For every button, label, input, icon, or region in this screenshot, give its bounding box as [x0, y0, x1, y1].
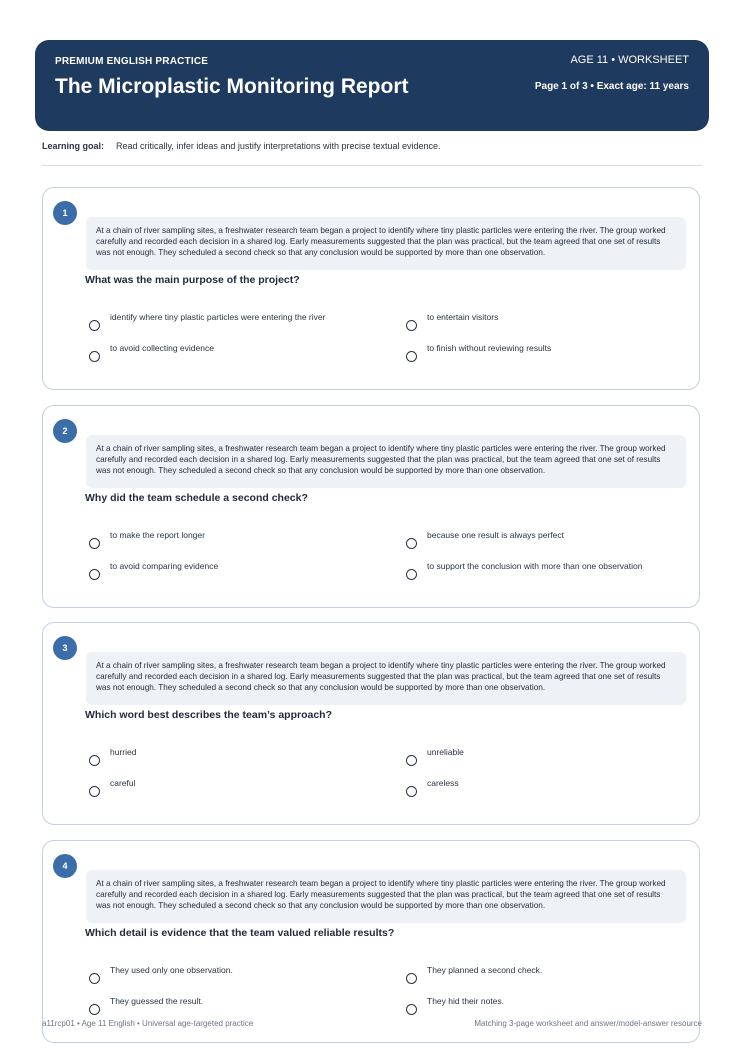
answer-option[interactable] [89, 530, 389, 553]
radio-button[interactable] [406, 538, 417, 549]
question-number-badge: 2 [53, 419, 77, 443]
answer-option[interactable] [89, 747, 389, 770]
learning-goal [42, 141, 441, 151]
reading-passage: At a chain of river sampling sites, a freshwater research team began a project to identify where tiny plastic particles were entering the river. The group worked carefully and recorded each decision in a shared log. Early measurements suggested that the plan was practical, but the team agreed that one set of results was not enough. They scheduled a second check so that any conclusion would be supported by more than one observation. [86, 870, 686, 923]
radio-button[interactable] [89, 569, 100, 580]
radio-button[interactable] [406, 351, 417, 362]
question-card-4 [42, 840, 700, 1043]
reading-passage: At a chain of river sampling sites, a freshwater research team began a project to identify where tiny plastic particles were entering the river. The group worked carefully and recorded each decision in a shared log. Early measurements suggested that the plan was practical, but the team agreed that one set of results was not enough. They scheduled a second check so that any conclusion would be supported by more than one observation. [86, 652, 686, 705]
question-card-1 [42, 187, 700, 390]
answer-option[interactable] [406, 747, 706, 770]
page-title: The Microplastic Monitoring Report [55, 75, 409, 98]
option-label: careless [427, 778, 459, 788]
option-label: They hid their notes. [427, 996, 505, 1006]
option-label: to make the report longer [110, 530, 205, 540]
answer-option[interactable] [406, 965, 706, 988]
option-label: to finish without reviewing results [427, 343, 552, 353]
radio-button[interactable] [406, 755, 417, 766]
page-info: Page 1 of 3 • Exact age: 11 years [534, 81, 689, 92]
radio-button[interactable] [406, 786, 417, 797]
learning-goal-text: Read critically, infer ideas and justify interpretations with precise textual evidence. [116, 141, 441, 151]
option-label: identify where tiny plastic particles were entering the river [110, 312, 326, 322]
radio-button[interactable] [89, 1004, 100, 1015]
answer-option[interactable] [406, 778, 706, 801]
answer-option[interactable] [89, 778, 389, 801]
radio-button[interactable] [406, 320, 417, 331]
option-label: They guessed the result. [110, 996, 204, 1006]
answer-option[interactable] [406, 343, 706, 366]
header-kicker: PREMIUM ENGLISH PRACTICE [55, 56, 209, 67]
question-text: Which detail is evidence that the team valued reliable results? [85, 927, 395, 939]
radio-button[interactable] [406, 1004, 417, 1015]
question-card-2 [42, 405, 700, 608]
answer-option[interactable] [406, 530, 706, 553]
option-label: They used only one observation. [110, 965, 233, 975]
answer-option[interactable] [406, 312, 706, 335]
answer-option[interactable] [89, 312, 389, 335]
question-text: Why did the team schedule a second check? [85, 492, 308, 504]
footer-code: a11rcp01 • Age 11 English • Universal age-targeted practice [42, 1019, 254, 1028]
footer-note: Matching 3-page worksheet and answer/model-answer resource [474, 1019, 702, 1028]
option-label: They planned a second check. [427, 965, 543, 975]
answer-option[interactable] [406, 996, 706, 1019]
answer-option[interactable] [89, 561, 389, 584]
reading-passage: At a chain of river sampling sites, a freshwater research team began a project to identify where tiny plastic particles were entering the river. The group worked carefully and recorded each decision in a shared log. Early measurements suggested that the plan was practical, but the team agreed that one set of results was not enough. They scheduled a second check so that any conclusion would be supported by more than one observation. [86, 435, 686, 488]
divider [42, 165, 702, 166]
question-number-badge: 4 [53, 854, 77, 878]
option-label: to avoid comparing evidence [110, 561, 219, 571]
option-label: to support the conclusion with more than one observation [427, 561, 643, 571]
answer-option[interactable] [89, 996, 389, 1019]
reading-passage: At a chain of river sampling sites, a freshwater research team began a project to identify where tiny plastic particles were entering the river. The group worked carefully and recorded each decision in a shared log. Early measurements suggested that the plan was practical, but the team agreed that one set of results was not enough. They scheduled a second check so that any conclusion would be supported by more than one observation. [86, 217, 686, 270]
question-number-badge: 3 [53, 636, 77, 660]
radio-button[interactable] [89, 786, 100, 797]
radio-button[interactable] [89, 351, 100, 362]
question-text: What was the main purpose of the project? [85, 274, 300, 286]
radio-button[interactable] [89, 973, 100, 984]
option-label: to entertain visitors [427, 312, 499, 322]
question-number-badge: 1 [53, 201, 77, 225]
option-label: hurried [110, 747, 137, 757]
option-label: because one result is always perfect [427, 530, 565, 540]
answer-option[interactable] [89, 965, 389, 988]
option-label: careful [110, 778, 136, 788]
radio-button[interactable] [89, 538, 100, 549]
answer-option[interactable] [89, 343, 389, 366]
question-text: Which word best describes the team’s approach? [85, 709, 333, 721]
question-card-3 [42, 622, 700, 825]
answer-option[interactable] [406, 561, 706, 584]
radio-button[interactable] [406, 569, 417, 580]
age-tag: AGE 11 • WORKSHEET [570, 54, 689, 66]
radio-button[interactable] [89, 755, 100, 766]
worksheet-header [35, 40, 709, 131]
learning-goal-label: Learning goal: [42, 141, 105, 151]
option-label: unreliable [427, 747, 464, 757]
radio-button[interactable] [406, 973, 417, 984]
option-label: to avoid collecting evidence [110, 343, 214, 353]
radio-button[interactable] [89, 320, 100, 331]
